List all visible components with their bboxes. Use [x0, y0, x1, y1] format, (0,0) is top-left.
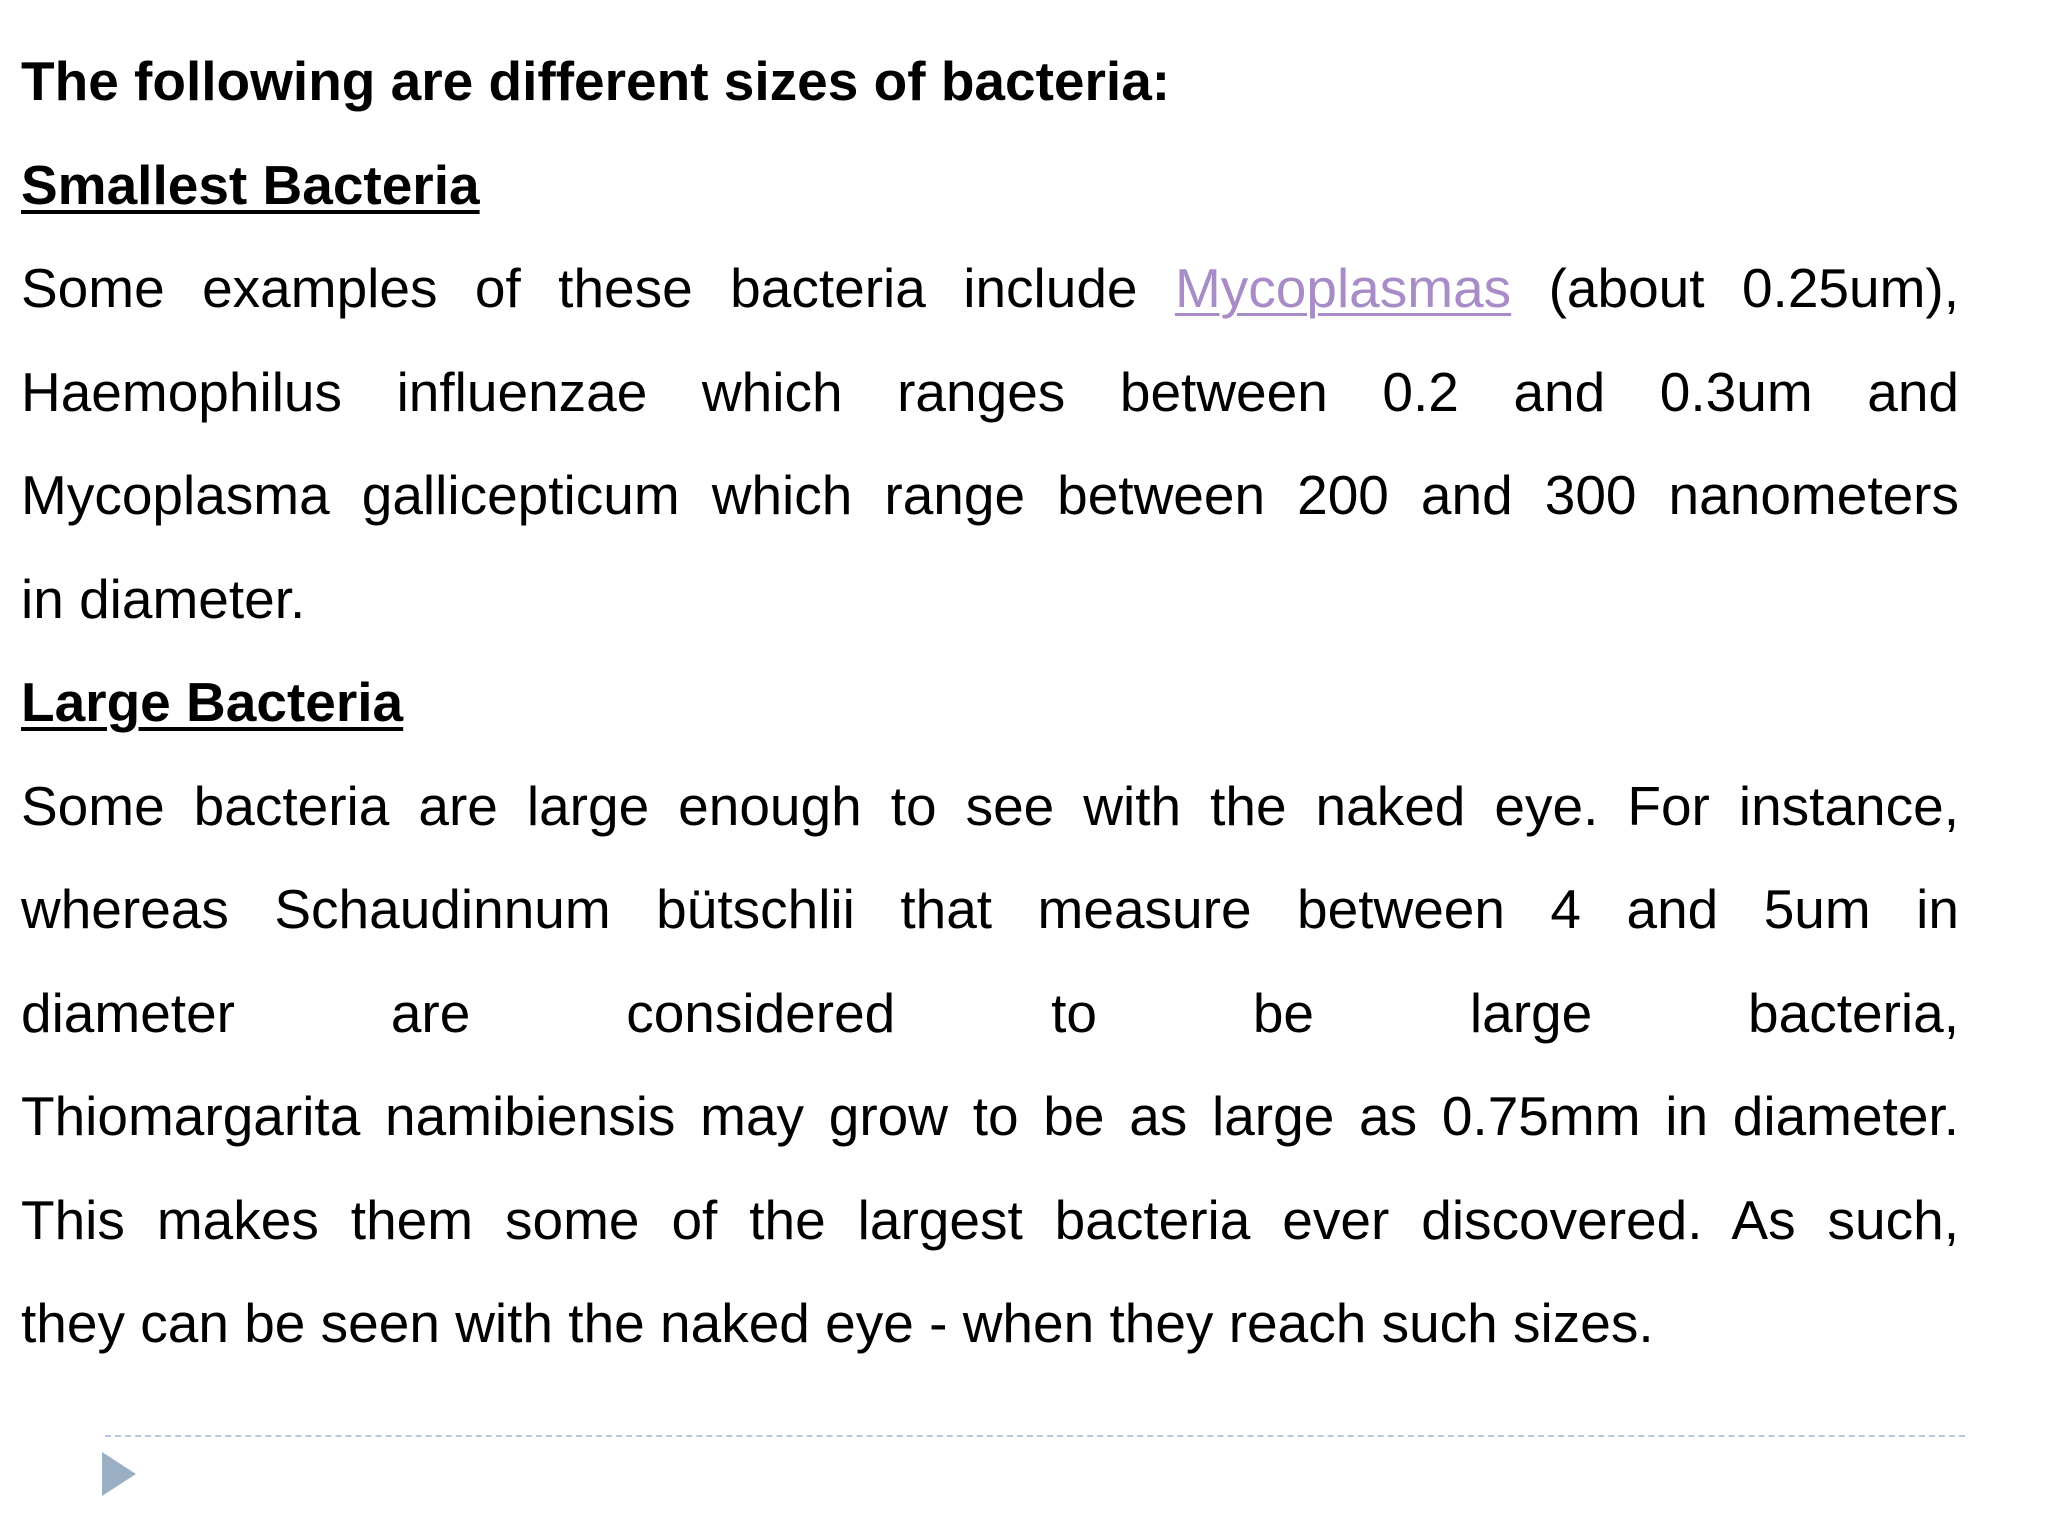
slide-content — [21, 30, 1959, 1376]
intro-text: The following are different sizes of bacteria: — [21, 50, 1171, 112]
paragraph-large-line-4: Thiomargarita namibiensis may grow to be as large as 0.75mm in diameter. — [21, 1085, 1959, 1147]
smallest-line-1-after: (about 0.25um), — [1548, 257, 1960, 319]
paragraph-large-line-3: diameter are considered to be large bacteria, — [21, 981, 1959, 1044]
paragraph-large-line-6: they can be seen with the naked eye - when they reach such sizes. — [21, 1292, 1654, 1354]
footer-divider — [105, 1435, 1965, 1437]
heading-large-bacteria: Large Bacteria — [21, 671, 404, 733]
paragraph-large-line-5: This makes them some of the largest bacteria ever discovered. As such, — [21, 1188, 1959, 1251]
smallest-line-1-before: Some examples of these bacteria include — [21, 257, 1138, 319]
paragraph-large-line-1: Some bacteria are large enough to see with the naked eye. For instance, — [21, 774, 1959, 837]
paragraph-smallest-line-1 — [21, 237, 1959, 341]
paragraph-smallest-line-3: Mycoplasma gallicepticum which range between 200 and 300 nanometers — [21, 464, 1959, 526]
paragraph-smallest-line-2: Haemophilus influenzae which ranges between 0.2 and 0.3um and — [21, 360, 1959, 423]
heading-smallest-bacteria: Smallest Bacteria — [21, 153, 480, 216]
paragraph-smallest-line-4: in diameter. — [21, 567, 306, 630]
paragraph-large-line-2: whereas Schaudinnum bütschlii that measure between 4 and 5um in — [21, 878, 1959, 940]
mycoplasmas-link[interactable]: Mycoplasmas — [1174, 257, 1512, 319]
play-triangle-icon — [102, 1452, 136, 1496]
